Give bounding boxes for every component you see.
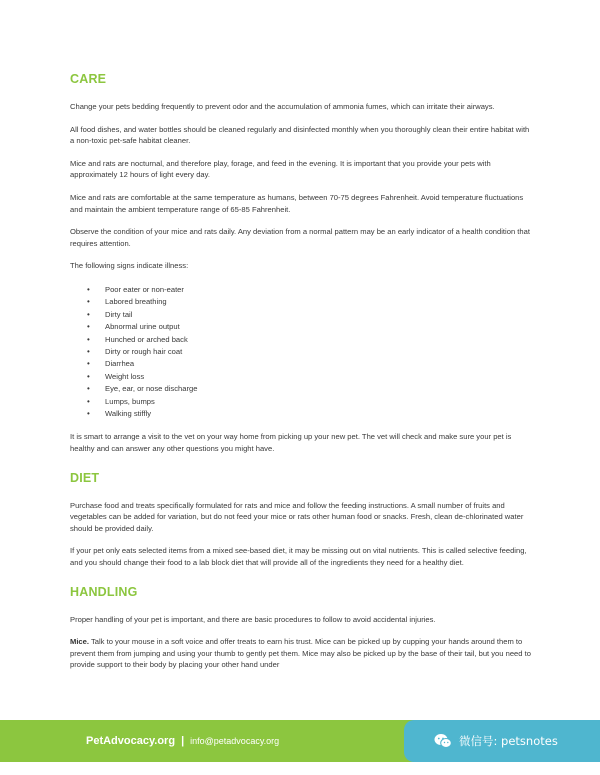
list-item: • Hunched or arched back: [70, 334, 532, 346]
bullet-icon: •: [87, 359, 90, 369]
care-paragraph: All food dishes, and water bottles should be cleaned regularly and disinfected monthly when you thoroughly clean their entire habitat with a non-toxic pet-safe habitat cleaner.: [70, 124, 530, 146]
list-item: • Weight loss: [70, 371, 532, 383]
wechat-watermark: [404, 720, 600, 762]
diet-paragraph: Purchase food and treats specifically formulated for rats and mice and follow the feeding instructions. A small number of fruits and vegetables can be added for variation, but do not feed your mice or rats other human food or snacks. Fresh, clean de-chlorinated water should be provided daily.: [70, 500, 524, 533]
bullet-icon: •: [87, 346, 90, 356]
list-item: • Dirty tail: [70, 309, 532, 321]
footer-bar: [0, 720, 600, 762]
list-item: • Lumps, bumps: [70, 396, 532, 408]
bullet-icon: •: [87, 396, 90, 406]
care-paragraph: Mice and rats are nocturnal, and therefore play, forage, and feed in the evening. It is important that you provide your pets with approximately 12 hours of light every day.: [70, 158, 491, 180]
mice-text: Talk to your mouse in a soft voice and offer treats to earn his trust. Mice can be picked up by cupping your hands around them to prevent them from jumping and using your thumb to gently pet them. Mice may also be picked up by the base of their tail, but you need to provide support to their body by placing your other hand under: [70, 637, 531, 670]
list-item: • Diarrhea: [70, 358, 532, 370]
illness-signs-list: [70, 284, 532, 420]
bullet-icon: •: [87, 334, 90, 344]
bullet-icon: •: [87, 409, 90, 418]
handling-heading: HANDLING: [70, 584, 138, 599]
care-heading: CARE: [70, 72, 107, 86]
bullet-icon: •: [87, 284, 90, 294]
handling-mice-paragraph: [70, 636, 532, 671]
bullet-icon: •: [87, 297, 90, 307]
care-paragraph: Mice and rats are comfortable at the same temperature as humans, between 70-75 degrees Fahrenheit. Avoid temperature fluctuations and maintain the ambient temperature range of 65-85 Fahrenheit.: [70, 192, 524, 214]
footer-site-link[interactable]: PetAdvocacy.org: [86, 735, 176, 747]
care-paragraph: Change your pets bedding frequently to prevent odor and the accumulation of ammonia fumes, which can irritate their airways.: [70, 102, 495, 111]
list-item: • Abnormal urine output: [70, 321, 532, 333]
mice-lead: Mice.: [70, 637, 89, 647]
list-item: • Walking stiffly: [70, 408, 532, 420]
footer-email-link[interactable]: info@petadvocacy.org: [190, 736, 280, 746]
footer-contact: [86, 720, 279, 762]
document-content: [70, 72, 532, 671]
list-item: • Dirty or rough hair coat: [70, 346, 532, 358]
wechat-icon: [434, 733, 452, 749]
wechat-id-text: 微信号: petsnotes: [459, 734, 558, 748]
page-bottom-margin: [0, 762, 600, 775]
list-item: • Poor eater or non-eater: [70, 284, 532, 296]
vet-paragraph: It is smart to arrange a visit to the vet on your way home from picking up your new pet. The vet will check and make sure your pet is healthy and can answer any other questions you might have.: [70, 432, 512, 453]
care-paragraph: Observe the condition of your mice and rats daily. Any deviation from a normal pattern may be an early indicator of a health condition that requires attention.: [70, 227, 530, 248]
bullet-icon: •: [87, 384, 90, 394]
handling-intro: Proper handling of your pet is important, and there are basic procedures to follow to avoid accidental injuries.: [70, 614, 436, 624]
bullet-icon: •: [87, 309, 90, 319]
diet-heading: DIET: [70, 470, 100, 485]
bullet-icon: •: [87, 371, 90, 381]
footer-separator: |: [181, 735, 185, 747]
signs-intro: The following signs indicate illness:: [70, 261, 189, 271]
list-item: • Eye, ear, or nose discharge: [70, 383, 532, 395]
list-item: • Labored breathing: [70, 296, 532, 308]
bullet-icon: •: [87, 322, 90, 332]
diet-paragraph: If your pet only eats selected items from a mixed see-based diet, it may be missing out on vital nutrients. This is called selective feeding, and you should change their food to a lab block diet that will provide all of the ingredients they need for a healthy diet.: [70, 546, 527, 567]
